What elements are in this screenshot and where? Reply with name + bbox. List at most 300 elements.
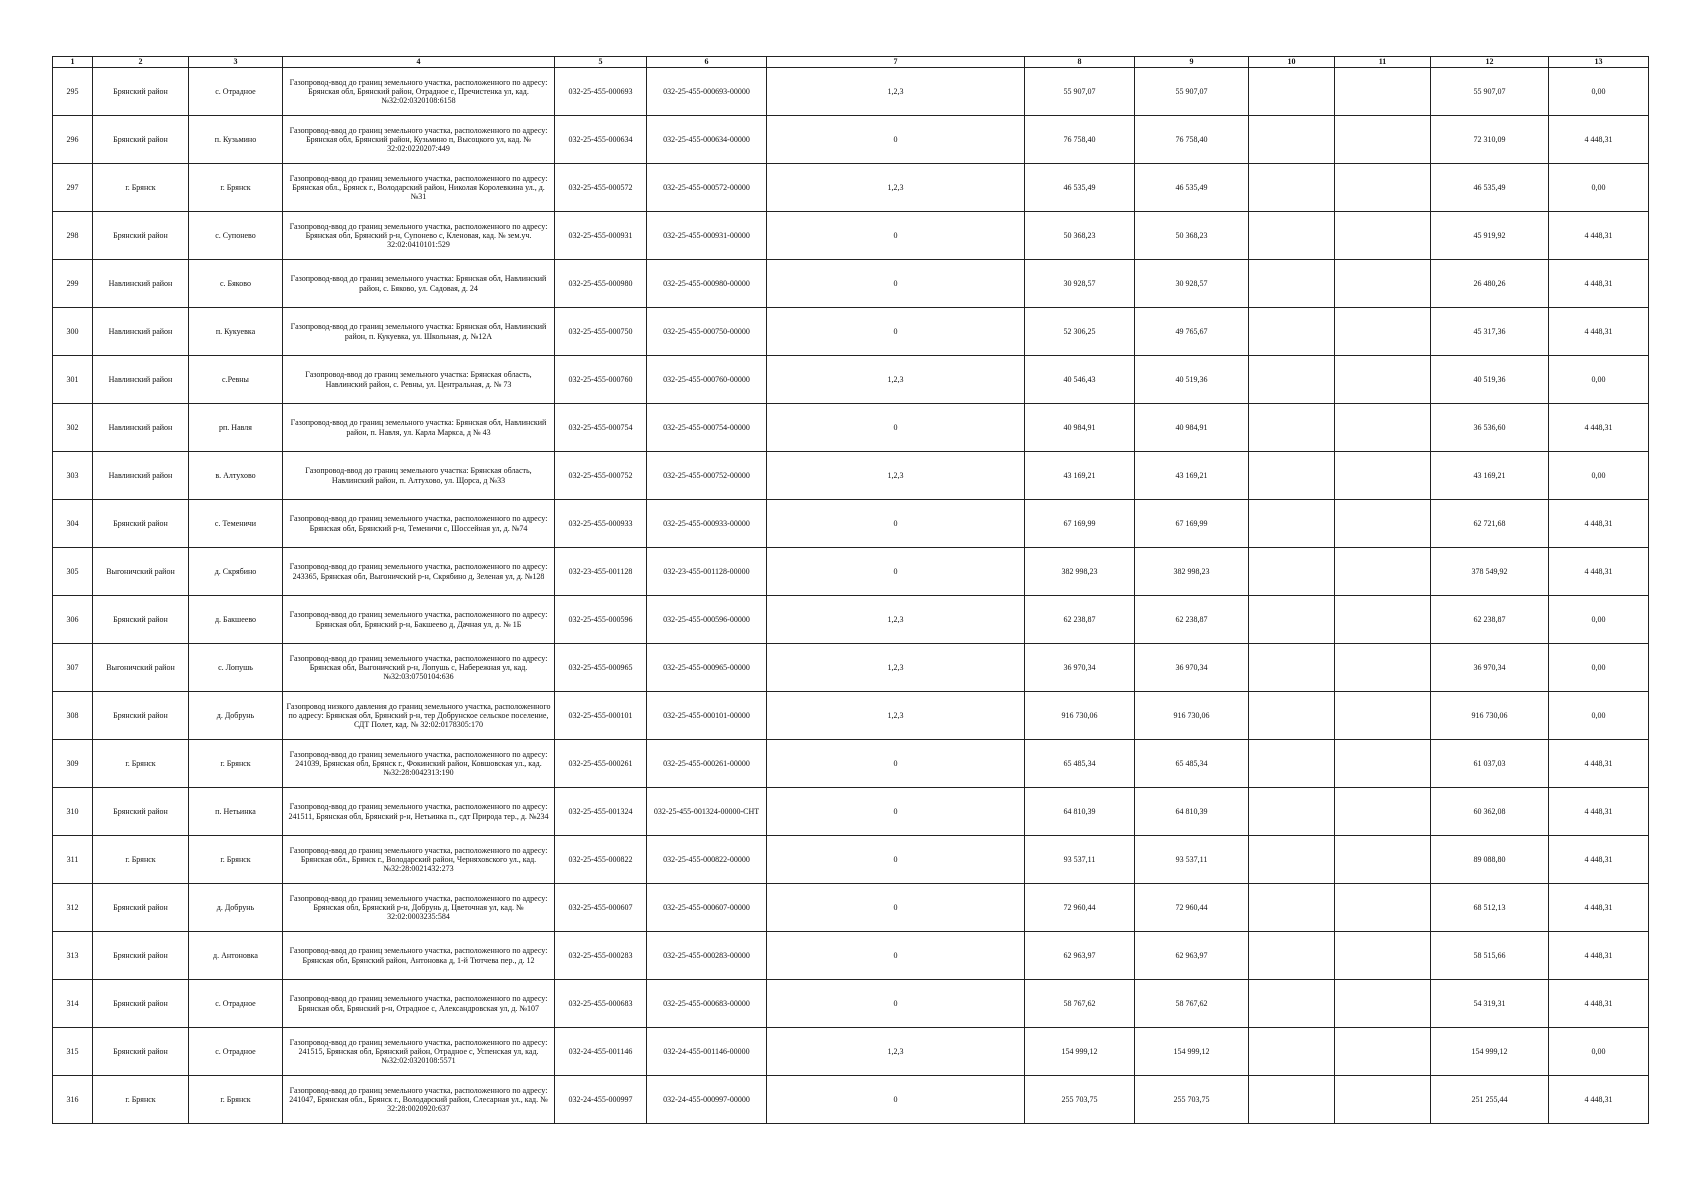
- district-cell: Брянский район: [93, 116, 189, 164]
- value11-cell: [1335, 260, 1431, 308]
- value11-cell: [1335, 788, 1431, 836]
- row-number: 298: [53, 212, 93, 260]
- table-row: [53, 260, 1649, 308]
- value9-cell: 255 703,75: [1135, 1076, 1249, 1124]
- locality-cell: г. Брянск: [189, 164, 283, 212]
- object-id-cell: 032-25-455-000752-00000: [647, 452, 767, 500]
- header-row: [53, 57, 1649, 68]
- object-id-cell: 032-25-455-000931-00000: [647, 212, 767, 260]
- district-cell: г. Брянск: [93, 836, 189, 884]
- table-body: [53, 68, 1649, 1124]
- value8-cell: 382 998,23: [1025, 548, 1135, 596]
- object-code-cell: 032-25-455-000101: [555, 692, 647, 740]
- table-row: [53, 404, 1649, 452]
- column-header: 5: [555, 57, 647, 68]
- value13-cell: 4 448,31: [1549, 500, 1649, 548]
- row-number: 299: [53, 260, 93, 308]
- value8-cell: 30 928,57: [1025, 260, 1135, 308]
- district-cell: Брянский район: [93, 932, 189, 980]
- column-header: 9: [1135, 57, 1249, 68]
- district-cell: Навлинский район: [93, 308, 189, 356]
- table-row: [53, 692, 1649, 740]
- column-header: 4: [283, 57, 555, 68]
- value12-cell: 36 970,34: [1431, 644, 1549, 692]
- category-cell: 1,2,3: [767, 1028, 1025, 1076]
- category-cell: 0: [767, 932, 1025, 980]
- value12-cell: 251 255,44: [1431, 1076, 1549, 1124]
- locality-cell: с. Отрадное: [189, 68, 283, 116]
- row-number: 304: [53, 500, 93, 548]
- value8-cell: 62 238,87: [1025, 596, 1135, 644]
- locality-cell: д. Скрябино: [189, 548, 283, 596]
- value13-cell: 0,00: [1549, 644, 1649, 692]
- description-cell: Газопровод-ввод до границ земельного участка, расположенного по адресу: 241515, Брянская обл, Брянский район, Отрадное с, Успенская ул, кад. №32:02:0320108:5571: [283, 1028, 555, 1076]
- value9-cell: 50 368,23: [1135, 212, 1249, 260]
- locality-cell: с. Отрадное: [189, 980, 283, 1028]
- description-cell: Газопровод-ввод до границ земельного участка: Брянская область, Навлинский район, п. Алтухово, ул. Щорса, д №33: [283, 452, 555, 500]
- value11-cell: [1335, 452, 1431, 500]
- description-cell: Газопровод-ввод до границ земельного участка, расположенного по адресу: Брянская обл., Брянск г., Володарский район, Черняховского ул., кад. №32:28:0021432:273: [283, 836, 555, 884]
- object-code-cell: 032-25-455-000752: [555, 452, 647, 500]
- value8-cell: 65 485,34: [1025, 740, 1135, 788]
- value12-cell: 26 480,26: [1431, 260, 1549, 308]
- value13-cell: 0,00: [1549, 452, 1649, 500]
- table-row: [53, 548, 1649, 596]
- value12-cell: 62 238,87: [1431, 596, 1549, 644]
- value12-cell: 68 512,13: [1431, 884, 1549, 932]
- row-number: 312: [53, 884, 93, 932]
- value12-cell: 154 999,12: [1431, 1028, 1549, 1076]
- object-id-cell: 032-24-455-000997-00000: [647, 1076, 767, 1124]
- locality-cell: п. Кукуевка: [189, 308, 283, 356]
- object-id-cell: 032-25-455-000607-00000: [647, 884, 767, 932]
- description-cell: Газопровод-ввод до границ земельного участка, расположенного по адресу: Брянская обл, Брянский район, Кузьмино п, Высоцкого ул, кад. № 32:02:0220207:449: [283, 116, 555, 164]
- value11-cell: [1335, 836, 1431, 884]
- object-code-cell: 032-25-455-000822: [555, 836, 647, 884]
- value11-cell: [1335, 212, 1431, 260]
- district-cell: Выгоничский район: [93, 548, 189, 596]
- locality-cell: д. Антоновка: [189, 932, 283, 980]
- value11-cell: [1335, 548, 1431, 596]
- value12-cell: 378 549,92: [1431, 548, 1549, 596]
- category-cell: 1,2,3: [767, 596, 1025, 644]
- value8-cell: 255 703,75: [1025, 1076, 1135, 1124]
- value10-cell: [1249, 788, 1335, 836]
- object-id-cell: 032-25-455-000101-00000: [647, 692, 767, 740]
- value13-cell: 4 448,31: [1549, 884, 1649, 932]
- description-cell: Газопровод-ввод до границ земельного участка, расположенного по адресу: Брянская обл, Брянский р-н, Супонево с, Кленовая, кад. № зем.уч. 32:02:0410101:529: [283, 212, 555, 260]
- value8-cell: 52 306,25: [1025, 308, 1135, 356]
- table-row: [53, 212, 1649, 260]
- category-cell: 1,2,3: [767, 452, 1025, 500]
- value11-cell: [1335, 884, 1431, 932]
- object-code-cell: 032-25-455-000634: [555, 116, 647, 164]
- locality-cell: рп. Навля: [189, 404, 283, 452]
- row-number: 306: [53, 596, 93, 644]
- value13-cell: 4 448,31: [1549, 836, 1649, 884]
- value11-cell: [1335, 740, 1431, 788]
- district-cell: Брянский район: [93, 692, 189, 740]
- value10-cell: [1249, 356, 1335, 404]
- value11-cell: [1335, 308, 1431, 356]
- value11-cell: [1335, 596, 1431, 644]
- column-header: 2: [93, 57, 189, 68]
- value10-cell: [1249, 116, 1335, 164]
- value12-cell: 72 310,09: [1431, 116, 1549, 164]
- locality-cell: в. Алтухово: [189, 452, 283, 500]
- category-cell: 1,2,3: [767, 356, 1025, 404]
- object-code-cell: 032-25-455-000607: [555, 884, 647, 932]
- locality-cell: с. Отрадное: [189, 1028, 283, 1076]
- description-cell: Газопровод-ввод до границ земельного участка, расположенного по адресу: Брянская обл, Брянский р-н, Бакшеево д, Дачная ул, д. № 1Б: [283, 596, 555, 644]
- district-cell: Брянский район: [93, 788, 189, 836]
- object-id-cell: 032-25-455-000683-00000: [647, 980, 767, 1028]
- object-code-cell: 032-25-455-000931: [555, 212, 647, 260]
- row-number: 303: [53, 452, 93, 500]
- table-row: [53, 884, 1649, 932]
- object-id-cell: 032-24-455-001146-00000: [647, 1028, 767, 1076]
- district-cell: Брянский район: [93, 500, 189, 548]
- value11-cell: [1335, 1076, 1431, 1124]
- description-cell: Газопровод низкого давления до границ земельного участка, расположенного по адресу: Брянская обл, Брянский р-н, тер Добрунское сельское поселение, СДТ Полет, кад. № 32:02:0178305:170: [283, 692, 555, 740]
- district-cell: Брянский район: [93, 212, 189, 260]
- category-cell: 1,2,3: [767, 644, 1025, 692]
- object-id-cell: 032-25-455-000822-00000: [647, 836, 767, 884]
- description-cell: Газопровод-ввод до границ земельного участка, расположенного по адресу: Брянская обл, Брянский р-н, Теменичи с, Шоссейная ул, д. №74: [283, 500, 555, 548]
- object-code-cell: 032-25-455-000750: [555, 308, 647, 356]
- value8-cell: 62 963,97: [1025, 932, 1135, 980]
- value10-cell: [1249, 740, 1335, 788]
- value8-cell: 154 999,12: [1025, 1028, 1135, 1076]
- value10-cell: [1249, 452, 1335, 500]
- value9-cell: 65 485,34: [1135, 740, 1249, 788]
- category-cell: 0: [767, 500, 1025, 548]
- value8-cell: 36 970,34: [1025, 644, 1135, 692]
- value9-cell: 46 535,49: [1135, 164, 1249, 212]
- value10-cell: [1249, 260, 1335, 308]
- object-id-cell: 032-25-455-000933-00000: [647, 500, 767, 548]
- column-header: 13: [1549, 57, 1649, 68]
- locality-cell: с. Лопушь: [189, 644, 283, 692]
- category-cell: 1,2,3: [767, 68, 1025, 116]
- value8-cell: 76 758,40: [1025, 116, 1135, 164]
- district-cell: Навлинский район: [93, 404, 189, 452]
- value12-cell: 60 362,08: [1431, 788, 1549, 836]
- category-cell: 0: [767, 212, 1025, 260]
- object-code-cell: 032-25-455-000754: [555, 404, 647, 452]
- district-cell: г. Брянск: [93, 740, 189, 788]
- value13-cell: 4 448,31: [1549, 932, 1649, 980]
- row-number: 305: [53, 548, 93, 596]
- object-id-cell: 032-25-455-000693-00000: [647, 68, 767, 116]
- value13-cell: 4 448,31: [1549, 116, 1649, 164]
- value12-cell: 89 088,80: [1431, 836, 1549, 884]
- object-id-cell: 032-25-455-000760-00000: [647, 356, 767, 404]
- table-row: [53, 932, 1649, 980]
- district-cell: Навлинский район: [93, 260, 189, 308]
- description-cell: Газопровод-ввод до границ земельного участка, расположенного по адресу: Брянская обл, Брянский район, Антоновка д, 1-й Тютчева пер., д. 12: [283, 932, 555, 980]
- value10-cell: [1249, 980, 1335, 1028]
- value9-cell: 36 970,34: [1135, 644, 1249, 692]
- value12-cell: 916 730,06: [1431, 692, 1549, 740]
- description-cell: Газопровод-ввод до границ земельного участка, расположенного по адресу: Брянская обл, Брянский р-н, Отрадное с, Александровская ул, д. №107: [283, 980, 555, 1028]
- table-row: [53, 1076, 1649, 1124]
- object-id-cell: 032-25-455-000261-00000: [647, 740, 767, 788]
- value9-cell: 62 238,87: [1135, 596, 1249, 644]
- object-code-cell: 032-25-455-001324: [555, 788, 647, 836]
- value11-cell: [1335, 68, 1431, 116]
- value12-cell: 62 721,68: [1431, 500, 1549, 548]
- district-cell: г. Брянск: [93, 164, 189, 212]
- table-row: [53, 788, 1649, 836]
- district-cell: Навлинский район: [93, 356, 189, 404]
- object-id-cell: 032-23-455-001128-00000: [647, 548, 767, 596]
- row-number: 309: [53, 740, 93, 788]
- locality-cell: с. Теменичи: [189, 500, 283, 548]
- row-number: 311: [53, 836, 93, 884]
- value10-cell: [1249, 164, 1335, 212]
- object-code-cell: 032-25-455-000261: [555, 740, 647, 788]
- value8-cell: 72 960,44: [1025, 884, 1135, 932]
- value12-cell: 55 907,07: [1431, 68, 1549, 116]
- description-cell: Газопровод-ввод до границ земельного участка, расположенного по адресу: Брянская обл, Выгоничский р-н, Лопушь с, Набережная ул, кад. №32:03:0750104:636: [283, 644, 555, 692]
- object-code-cell: 032-25-455-000933: [555, 500, 647, 548]
- object-code-cell: 032-25-455-000693: [555, 68, 647, 116]
- value11-cell: [1335, 116, 1431, 164]
- value8-cell: 916 730,06: [1025, 692, 1135, 740]
- value13-cell: 4 448,31: [1549, 308, 1649, 356]
- row-number: 301: [53, 356, 93, 404]
- description-cell: Газопровод-ввод до границ земельного участка: Брянская обл, Навлинский район, п. Кукуевка, ул. Школьная, д. №12А: [283, 308, 555, 356]
- column-header: 7: [767, 57, 1025, 68]
- table-row: [53, 68, 1649, 116]
- district-cell: Брянский район: [93, 980, 189, 1028]
- value11-cell: [1335, 500, 1431, 548]
- value13-cell: 4 448,31: [1549, 212, 1649, 260]
- value9-cell: 43 169,21: [1135, 452, 1249, 500]
- category-cell: 0: [767, 308, 1025, 356]
- value8-cell: 67 169,99: [1025, 500, 1135, 548]
- value9-cell: 154 999,12: [1135, 1028, 1249, 1076]
- value12-cell: 61 037,03: [1431, 740, 1549, 788]
- value13-cell: 0,00: [1549, 692, 1649, 740]
- district-cell: Навлинский район: [93, 452, 189, 500]
- column-header: 12: [1431, 57, 1549, 68]
- value9-cell: 93 537,11: [1135, 836, 1249, 884]
- locality-cell: г. Брянск: [189, 740, 283, 788]
- locality-cell: п. Кузьмино: [189, 116, 283, 164]
- value8-cell: 93 537,11: [1025, 836, 1135, 884]
- description-cell: Газопровод-ввод до границ земельного участка, расположенного по адресу: 241039, Брянская обл, Брянск г., Фокинский район, Ковшовская ул., кад. №32:28:0042313:190: [283, 740, 555, 788]
- table-row: [53, 452, 1649, 500]
- value13-cell: 4 448,31: [1549, 788, 1649, 836]
- object-id-cell: 032-25-455-000965-00000: [647, 644, 767, 692]
- value11-cell: [1335, 164, 1431, 212]
- value12-cell: 54 319,31: [1431, 980, 1549, 1028]
- description-cell: Газопровод-ввод до границ земельного участка, расположенного по адресу: 243365, Брянская обл, Выгоничский р-н, Скрябино д, Зеленая ул, д. №128: [283, 548, 555, 596]
- table-row: [53, 980, 1649, 1028]
- description-cell: Газопровод-ввод до границ земельного участка, расположенного по адресу: 241047, Брянская обл., Брянск г., Володарский район, Слесарная ул., кад. № 32:28:0020920:637: [283, 1076, 555, 1124]
- table-row: [53, 644, 1649, 692]
- description-cell: Газопровод-ввод до границ земельного участка: Брянская обл, Навлинский район, п. Навля, ул. Карла Маркса, д № 43: [283, 404, 555, 452]
- value9-cell: 55 907,07: [1135, 68, 1249, 116]
- object-id-cell: 032-25-455-000283-00000: [647, 932, 767, 980]
- value9-cell: 49 765,67: [1135, 308, 1249, 356]
- locality-cell: д. Добрунь: [189, 692, 283, 740]
- object-code-cell: 032-25-455-000980: [555, 260, 647, 308]
- value9-cell: 382 998,23: [1135, 548, 1249, 596]
- locality-cell: г. Брянск: [189, 836, 283, 884]
- row-number: 300: [53, 308, 93, 356]
- object-id-cell: 032-25-455-000596-00000: [647, 596, 767, 644]
- row-number: 316: [53, 1076, 93, 1124]
- value10-cell: [1249, 500, 1335, 548]
- category-cell: 0: [767, 1076, 1025, 1124]
- value9-cell: 72 960,44: [1135, 884, 1249, 932]
- category-cell: 0: [767, 548, 1025, 596]
- value10-cell: [1249, 548, 1335, 596]
- row-number: 295: [53, 68, 93, 116]
- category-cell: 0: [767, 740, 1025, 788]
- value9-cell: 40 984,91: [1135, 404, 1249, 452]
- table-row: [53, 740, 1649, 788]
- description-cell: Газопровод-ввод до границ земельного участка, расположенного по адресу: Брянская обл, Брянский район, Отрадное с, Пречистенка ул, кад. №32:02:0320108:6158: [283, 68, 555, 116]
- district-cell: Брянский район: [93, 884, 189, 932]
- column-header: 1: [53, 57, 93, 68]
- row-number: 302: [53, 404, 93, 452]
- object-code-cell: 032-25-455-000965: [555, 644, 647, 692]
- value12-cell: 40 519,36: [1431, 356, 1549, 404]
- table-row: [53, 356, 1649, 404]
- column-header: 8: [1025, 57, 1135, 68]
- category-cell: 0: [767, 788, 1025, 836]
- value12-cell: 43 169,21: [1431, 452, 1549, 500]
- category-cell: 0: [767, 980, 1025, 1028]
- value10-cell: [1249, 68, 1335, 116]
- category-cell: 0: [767, 836, 1025, 884]
- row-number: 310: [53, 788, 93, 836]
- value13-cell: 4 448,31: [1549, 1076, 1649, 1124]
- value11-cell: [1335, 692, 1431, 740]
- value9-cell: 40 519,36: [1135, 356, 1249, 404]
- value8-cell: 40 546,43: [1025, 356, 1135, 404]
- object-id-cell: 032-25-455-000750-00000: [647, 308, 767, 356]
- value13-cell: 4 448,31: [1549, 548, 1649, 596]
- value10-cell: [1249, 932, 1335, 980]
- locality-cell: д. Бакшеево: [189, 596, 283, 644]
- value13-cell: 4 448,31: [1549, 980, 1649, 1028]
- object-code-cell: 032-25-455-000283: [555, 932, 647, 980]
- value13-cell: 0,00: [1549, 68, 1649, 116]
- value9-cell: 30 928,57: [1135, 260, 1249, 308]
- value9-cell: 62 963,97: [1135, 932, 1249, 980]
- category-cell: 0: [767, 116, 1025, 164]
- value11-cell: [1335, 932, 1431, 980]
- object-code-cell: 032-23-455-001128: [555, 548, 647, 596]
- row-number: 308: [53, 692, 93, 740]
- value8-cell: 40 984,91: [1025, 404, 1135, 452]
- row-number: 314: [53, 980, 93, 1028]
- district-cell: Брянский район: [93, 596, 189, 644]
- table-row: [53, 1028, 1649, 1076]
- column-header: 3: [189, 57, 283, 68]
- value11-cell: [1335, 356, 1431, 404]
- description-cell: Газопровод-ввод до границ земельного участка: Брянская область, Навлинский район, с. Ревны, ул. Центральная, д. № 73: [283, 356, 555, 404]
- value10-cell: [1249, 596, 1335, 644]
- value13-cell: 0,00: [1549, 356, 1649, 404]
- value10-cell: [1249, 212, 1335, 260]
- value13-cell: 4 448,31: [1549, 260, 1649, 308]
- value10-cell: [1249, 644, 1335, 692]
- object-code-cell: 032-24-455-001146: [555, 1028, 647, 1076]
- description-cell: Газопровод-ввод до границ земельного участка, расположенного по адресу: Брянская обл, Брянский р-н, Добрунь д, Цветочная ул, кад. № 32:02:0003235:584: [283, 884, 555, 932]
- value10-cell: [1249, 308, 1335, 356]
- category-cell: 1,2,3: [767, 692, 1025, 740]
- table-row: [53, 500, 1649, 548]
- value12-cell: 58 515,66: [1431, 932, 1549, 980]
- row-number: 313: [53, 932, 93, 980]
- value13-cell: 0,00: [1549, 1028, 1649, 1076]
- category-cell: 0: [767, 260, 1025, 308]
- value10-cell: [1249, 1076, 1335, 1124]
- column-header: 6: [647, 57, 767, 68]
- object-code-cell: 032-24-455-000997: [555, 1076, 647, 1124]
- object-id-cell: 032-25-455-000634-00000: [647, 116, 767, 164]
- value10-cell: [1249, 836, 1335, 884]
- value10-cell: [1249, 404, 1335, 452]
- column-header: 11: [1335, 57, 1431, 68]
- district-cell: Брянский район: [93, 68, 189, 116]
- object-code-cell: 032-25-455-000572: [555, 164, 647, 212]
- value12-cell: 36 536,60: [1431, 404, 1549, 452]
- value8-cell: 43 169,21: [1025, 452, 1135, 500]
- value8-cell: 55 907,07: [1025, 68, 1135, 116]
- value9-cell: 58 767,62: [1135, 980, 1249, 1028]
- object-id-cell: 032-25-455-001324-00000-СНТ: [647, 788, 767, 836]
- object-id-cell: 032-25-455-000754-00000: [647, 404, 767, 452]
- value12-cell: 45 919,92: [1431, 212, 1549, 260]
- value13-cell: 4 448,31: [1549, 404, 1649, 452]
- value11-cell: [1335, 980, 1431, 1028]
- row-number: 307: [53, 644, 93, 692]
- table-row: [53, 116, 1649, 164]
- locality-cell: с.Ревны: [189, 356, 283, 404]
- value11-cell: [1335, 404, 1431, 452]
- registry-table: [52, 56, 1649, 1124]
- locality-cell: д. Добрунь: [189, 884, 283, 932]
- value8-cell: 46 535,49: [1025, 164, 1135, 212]
- district-cell: г. Брянск: [93, 1076, 189, 1124]
- value9-cell: 916 730,06: [1135, 692, 1249, 740]
- value13-cell: 0,00: [1549, 164, 1649, 212]
- description-cell: Газопровод-ввод до границ земельного участка: Брянская обл, Навлинский район, с. Бяково, ул. Садовая, д. 24: [283, 260, 555, 308]
- locality-cell: г. Брянск: [189, 1076, 283, 1124]
- value13-cell: 0,00: [1549, 596, 1649, 644]
- value8-cell: 58 767,62: [1025, 980, 1135, 1028]
- table-row: [53, 596, 1649, 644]
- object-code-cell: 032-25-455-000596: [555, 596, 647, 644]
- object-code-cell: 032-25-455-000683: [555, 980, 647, 1028]
- description-cell: Газопровод-ввод до границ земельного участка, расположенного по адресу: Брянская обл., Брянск г., Володарский район, Николая Королевкина ул., д. №31: [283, 164, 555, 212]
- object-id-cell: 032-25-455-000980-00000: [647, 260, 767, 308]
- row-number: 315: [53, 1028, 93, 1076]
- category-cell: 1,2,3: [767, 164, 1025, 212]
- value11-cell: [1335, 1028, 1431, 1076]
- value11-cell: [1335, 644, 1431, 692]
- column-header: 10: [1249, 57, 1335, 68]
- row-number: 297: [53, 164, 93, 212]
- value12-cell: 46 535,49: [1431, 164, 1549, 212]
